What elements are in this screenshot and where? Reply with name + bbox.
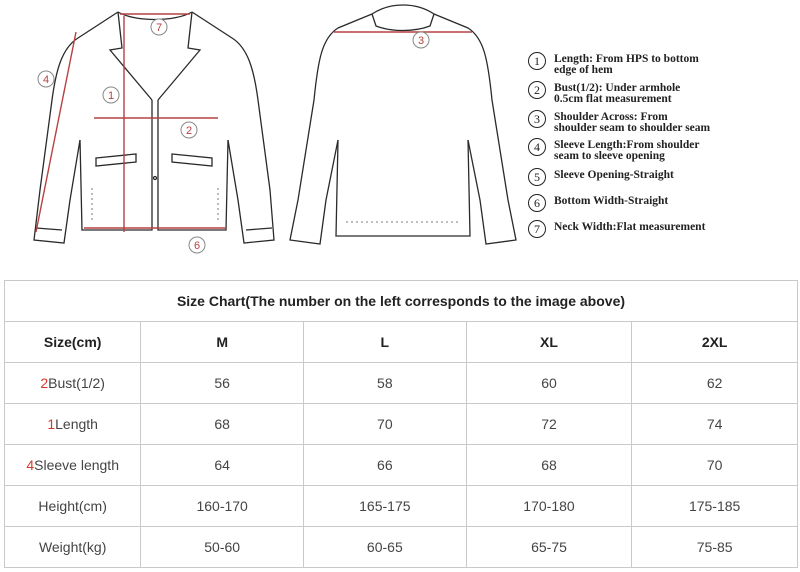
row-label-text: Length xyxy=(55,416,98,432)
legend-line: seam to sleeve opening xyxy=(554,150,665,162)
table-row xyxy=(5,486,798,527)
table-cell: 65-75 xyxy=(466,527,632,568)
legend-number: 4 xyxy=(528,138,546,156)
legend-line: Bust(1/2): Under armhole xyxy=(554,82,681,94)
table-cell: 62 xyxy=(632,363,798,404)
legend-item xyxy=(528,170,674,186)
row-number: 4 xyxy=(26,457,35,473)
row-label-text: Height(cm) xyxy=(38,498,107,514)
table-cell: 70 xyxy=(304,404,467,445)
row-label-text: Sleeve length xyxy=(34,457,119,473)
table-title-row xyxy=(5,281,798,322)
table-title xyxy=(5,281,798,322)
legend-line: Sleeve Length:From shoulder xyxy=(554,139,700,151)
legend-number: 2 xyxy=(528,81,546,99)
legend-number: 7 xyxy=(528,220,546,238)
header-cell: L xyxy=(304,322,467,363)
table-cell: 165-175 xyxy=(304,486,467,527)
legend-number: 5 xyxy=(528,168,546,186)
table-cell: 58 xyxy=(304,363,467,404)
row-label xyxy=(5,527,141,568)
header-cell: M xyxy=(141,322,304,363)
table-cell: 60-65 xyxy=(304,527,467,568)
table-cell: 160-170 xyxy=(141,486,304,527)
marker-4-label: 4 xyxy=(42,74,50,86)
legend-item xyxy=(528,196,668,212)
table-header-row xyxy=(5,322,798,363)
legend-item xyxy=(528,222,705,238)
legend-item xyxy=(528,112,710,134)
row-label xyxy=(5,404,141,445)
legend-item xyxy=(528,54,699,76)
legend-number: 3 xyxy=(528,110,546,128)
row-number: 2 xyxy=(40,375,49,391)
legend-item xyxy=(528,140,699,162)
table-cell: 75-85 xyxy=(632,527,798,568)
legend-line: Shoulder Across: From xyxy=(554,111,668,123)
table-cell: 66 xyxy=(304,445,467,486)
header-cell: Size(cm) xyxy=(5,322,141,363)
marker-7-label: 7 xyxy=(155,22,163,34)
table-cell: 64 xyxy=(141,445,304,486)
table-cell: 68 xyxy=(141,404,304,445)
table-row xyxy=(5,363,798,404)
row-label-text: Weight(kg) xyxy=(38,539,107,555)
marker-1-label: 1 xyxy=(107,90,115,102)
legend-line: shoulder seam to shoulder seam xyxy=(554,122,711,134)
row-label xyxy=(5,363,141,404)
header-cell: 2XL xyxy=(632,322,798,363)
table-title-main: Size Chart xyxy=(176,293,246,309)
legend-line: Length: From HPS to bottom xyxy=(554,53,699,65)
table-cell: 170-180 xyxy=(466,486,632,527)
marker-2-label: 2 xyxy=(185,125,193,137)
marker-6 xyxy=(189,237,205,253)
table-cell: 74 xyxy=(632,404,798,445)
table-cell: 68 xyxy=(466,445,632,486)
marker-1 xyxy=(103,87,119,103)
legend-line: edge of hem xyxy=(554,64,613,76)
legend-number: 1 xyxy=(528,52,546,70)
marker-group xyxy=(38,19,429,253)
table-cell: 72 xyxy=(466,404,632,445)
table-cell: 60 xyxy=(466,363,632,404)
back-jacket-drawing xyxy=(290,5,516,244)
table-row xyxy=(5,404,798,445)
row-label-text: Bust(1/2) xyxy=(48,375,105,391)
table-cell: 50-60 xyxy=(141,527,304,568)
marker-7 xyxy=(151,19,167,35)
marker-3-label: 3 xyxy=(417,35,425,47)
marker-2 xyxy=(181,122,197,138)
table-row xyxy=(5,527,798,568)
row-number: 1 xyxy=(47,416,56,432)
marker-4 xyxy=(38,71,54,87)
legend-line: Bottom Width-Straight xyxy=(554,195,669,207)
table-cell: 175-185 xyxy=(632,486,798,527)
legend-line: 0.5cm flat measurement xyxy=(554,93,672,105)
front-jacket-drawing xyxy=(34,12,274,243)
jacket-measurement-figure xyxy=(0,0,800,262)
legend-line: Neck Width:Flat measurement xyxy=(554,221,706,233)
front-measure-lines xyxy=(36,14,226,232)
marker-6-label: 6 xyxy=(193,240,201,252)
table-title-note: (The number on the left corresponds to the image above) xyxy=(245,293,626,309)
row-label xyxy=(5,445,141,486)
header-cell: XL xyxy=(466,322,632,363)
marker-3 xyxy=(413,32,429,48)
table-cell: 70 xyxy=(632,445,798,486)
legend-line: Sleeve Opening-Straight xyxy=(554,169,674,181)
table-row xyxy=(5,445,798,486)
legend-number: 6 xyxy=(528,194,546,212)
legend-item xyxy=(528,83,680,105)
row-label xyxy=(5,486,141,527)
size-chart-table xyxy=(4,280,798,568)
table-cell: 56 xyxy=(141,363,304,404)
